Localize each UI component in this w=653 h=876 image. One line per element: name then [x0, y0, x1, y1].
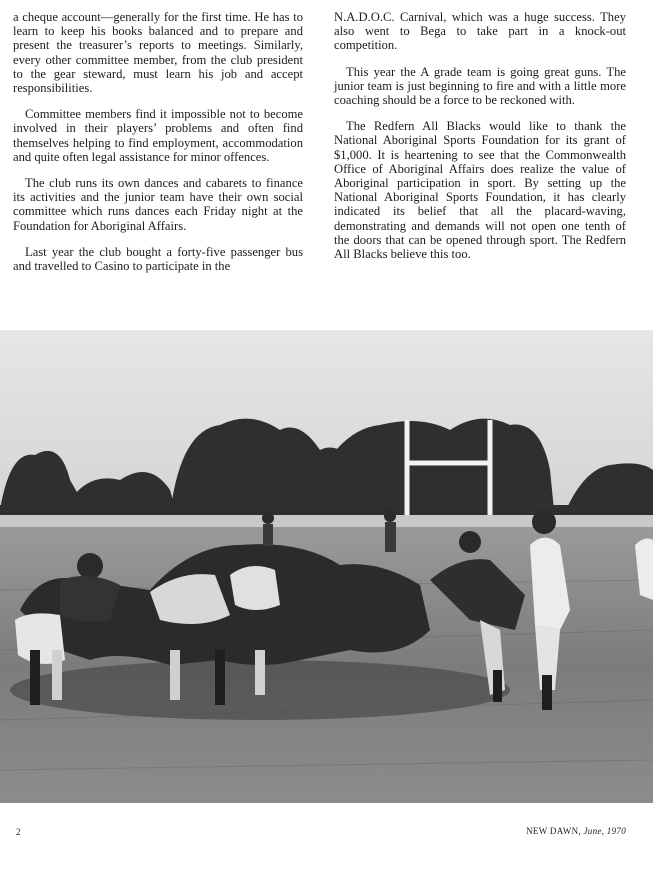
magazine-credit — [526, 826, 626, 836]
left-column — [13, 10, 303, 285]
page-number: 2 — [16, 827, 21, 837]
paragraph-5: N.A.D.O.C. Carnival, which was a huge success. They also went to Bega to take part in a knock-out competition. — [334, 10, 626, 53]
photo-illustration — [0, 330, 653, 803]
right-column — [334, 10, 626, 273]
paragraph-1: a cheque account—generally for the first time. He has to learn to keep his books balanced and to prepare and present the treasurer’s reports to meetings. Similarly, every other committee member, from the club president to the gear steward, must learn his job and accept responsibilities. — [13, 10, 303, 96]
page-footer — [0, 826, 653, 842]
magazine-name: NEW DAWN, — [526, 826, 581, 836]
paragraph-4: Last year the club bought a forty-five passenger bus and travelled to Casino to participate in the — [13, 244, 303, 274]
issue-date: June, 1970 — [583, 826, 626, 836]
rugby-scrum-photo — [0, 330, 653, 803]
paragraph-3: The club runs its own dances and cabarets to finance its activities and the junior team have their own social committee which runs dances each Friday night at the Foundation for Aboriginal Affairs. — [13, 176, 303, 233]
paragraph-2: Committee members find it impossible not to become involved in their players’ problems and often find themselves helping to find employment, accommodation and quite often legal assistance for minor offences. — [13, 107, 303, 164]
paragraph-7: The Redfern All Blacks would like to thank the National Aboriginal Sports Foundation for its grant of $1,000. It is heartening to see that the Commonwealth Office of Aboriginal Affairs does realize the value of Aboriginal participation in sport. By setting up the National Aboriginal Sports Foundation, it has clearly indicated its belief that all the placard-waving, demonstrating and demands will not open one tenth of the doors that can be opened through sport. The Redfern All Blacks believe this too. — [334, 119, 626, 262]
paragraph-6: This year the A grade team is going great guns. The junior team is just beginning to fire and with a little more coaching should be a force to be reckoned with. — [334, 64, 626, 108]
